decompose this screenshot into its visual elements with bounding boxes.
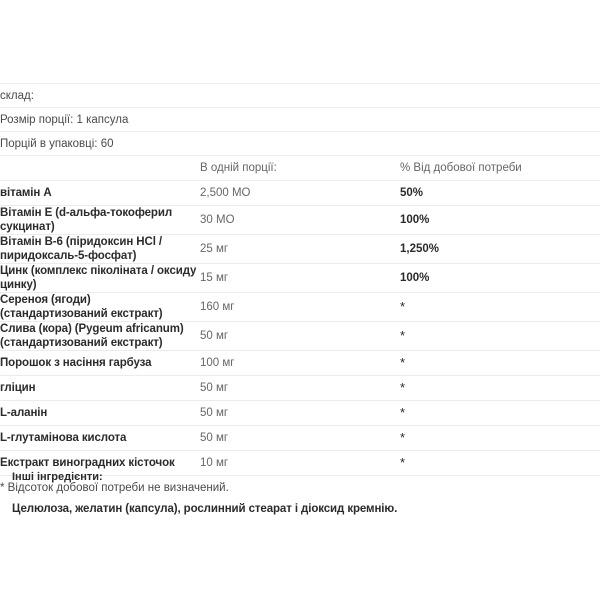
ingredient-name: Вітамін E (d-альфа-токоферил сукцинат) <box>0 207 173 233</box>
table-row <box>0 181 600 206</box>
ingredient-amount: 15 мг <box>200 272 229 284</box>
other-ingredients-section <box>0 470 600 517</box>
ingredient-amount: 30 МО <box>200 214 235 226</box>
ingredient-amount: 160 мг <box>200 301 235 313</box>
panel-title: склад: <box>0 89 34 102</box>
table-row-serving-size <box>0 108 600 132</box>
table-row <box>0 264 600 293</box>
ingredient-daily-value: * <box>400 299 406 314</box>
table-row <box>0 293 600 322</box>
supplement-facts-panel <box>0 83 600 500</box>
supplement-facts-table <box>0 83 600 500</box>
ingredient-name: Сереноя (ягоди) (стандартизований екстракт) <box>0 294 163 320</box>
table-row-column-headers <box>0 156 600 181</box>
ingredient-amount: 50 мг <box>200 407 229 419</box>
ingredient-daily-value: * <box>400 455 406 470</box>
ingredient-name: Цинк (комплекс піколіната / оксиду цинку) <box>0 265 197 291</box>
ingredient-daily-value: * <box>400 430 406 445</box>
ingredient-name: Порошок з насіння гарбуза <box>0 357 152 369</box>
other-ingredients-title: Інші інгредієнти: <box>12 471 103 483</box>
ingredient-amount: 25 мг <box>200 243 229 255</box>
table-row <box>0 206 600 235</box>
ingredient-name: гліцин <box>0 382 36 394</box>
ingredient-name: вітамін A <box>0 187 52 199</box>
ingredient-daily-value: 50% <box>400 187 424 199</box>
ingredient-daily-value: 100% <box>400 272 430 284</box>
column-header-daily-value: % Від добової потреби <box>400 162 522 174</box>
ingredient-name: Слива (кора) (Pygeum africanum) (стандартизований екстракт) <box>0 323 184 349</box>
ingredient-name: L-глутамінова кислота <box>0 432 127 444</box>
ingredient-amount: 50 мг <box>200 330 229 342</box>
ingredient-amount: 100 мг <box>200 357 235 369</box>
ingredient-daily-value: 1,250% <box>400 243 440 255</box>
table-row <box>0 235 600 264</box>
ingredient-amount: 50 мг <box>200 432 229 444</box>
ingredient-amount: 10 мг <box>200 457 229 469</box>
ingredient-name: Екстракт виноградних кісточок <box>0 457 175 469</box>
table-row <box>0 322 600 351</box>
column-header-amount: В одній порції: <box>200 162 277 174</box>
ingredient-daily-value: * <box>400 405 406 420</box>
ingredient-daily-value: * <box>400 328 406 343</box>
ingredient-daily-value: * <box>400 380 406 395</box>
daily-value-footnote: * Відсоток добової потреби не визначений. <box>0 481 229 494</box>
ingredient-daily-value: 100% <box>400 214 430 226</box>
table-row <box>0 351 600 376</box>
ingredient-amount: 2,500 МО <box>200 187 251 199</box>
servings-per-container-text: Порцій в упаковці: 60 <box>0 137 114 150</box>
table-row <box>0 426 600 451</box>
table-row <box>0 401 600 426</box>
table-body <box>0 84 600 500</box>
table-row-title <box>0 84 600 108</box>
other-ingredients-text: Целюлоза, желатин (капсула), рослинний стеарат і діоксид кремнію. <box>12 503 398 515</box>
serving-size-text: Розмір порції: 1 капсула <box>0 113 129 126</box>
ingredient-name: Вітамін B-6 (піридоксин HCl / пиридоксаль-5-фосфат) <box>0 236 162 262</box>
column-header-name <box>0 156 200 181</box>
table-row-servings-per-container <box>0 132 600 156</box>
ingredient-amount: 50 мг <box>200 382 229 394</box>
ingredient-daily-value: * <box>400 355 406 370</box>
table-row <box>0 376 600 401</box>
ingredient-name: L-аланін <box>0 407 48 419</box>
